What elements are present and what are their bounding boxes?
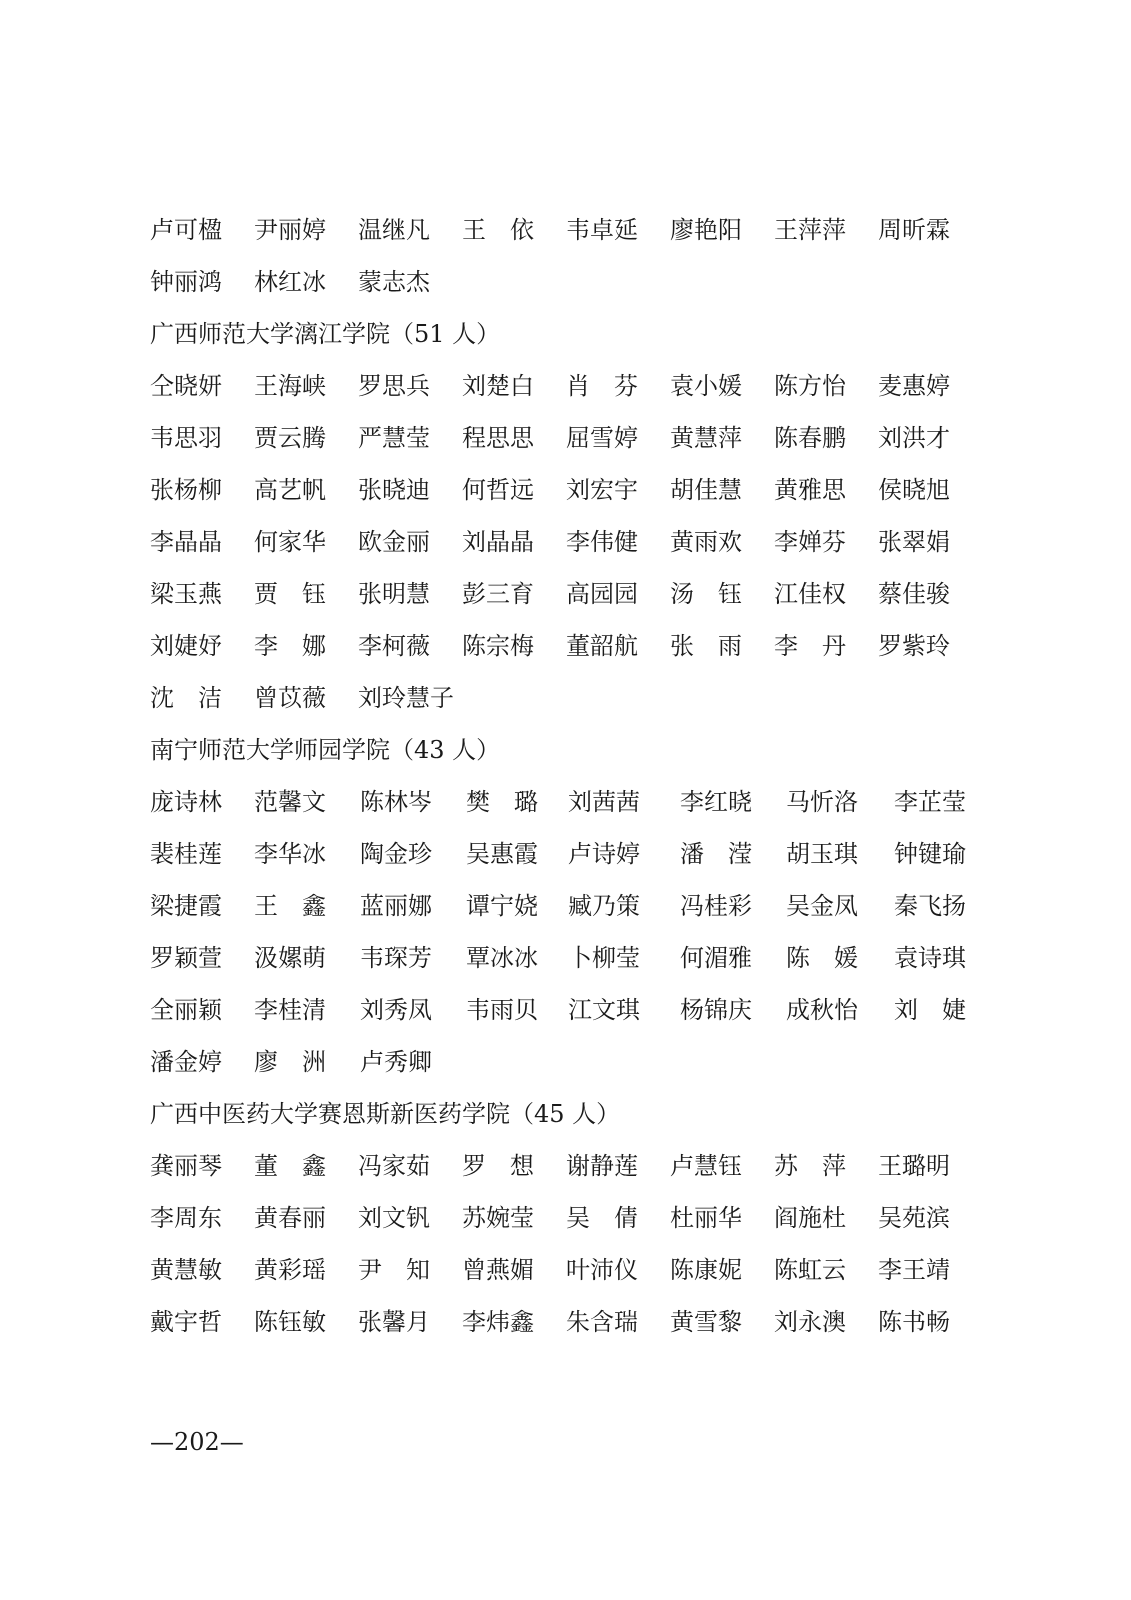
- person-name: 吴苑滨: [878, 1204, 950, 1232]
- person-name: 王萍萍: [774, 216, 846, 244]
- person-name: 梁玉燕: [150, 580, 222, 608]
- person-name: 臧乃策: [568, 892, 640, 920]
- person-name: 潘金婷: [150, 1048, 222, 1076]
- name-row: [150, 1192, 990, 1244]
- person-name: 李 丹: [774, 632, 846, 660]
- person-name: 阎施杜: [774, 1204, 846, 1232]
- person-name: 罗 想: [462, 1152, 534, 1180]
- person-name: 李芷莹: [894, 788, 966, 816]
- person-name: 刘宏宇: [566, 476, 638, 504]
- person-name: 李王靖: [878, 1256, 950, 1284]
- person-name: 刘楚白: [462, 372, 534, 400]
- name-row: [150, 1296, 990, 1348]
- person-name: 叶沛仪: [566, 1256, 638, 1284]
- person-name: 汲嫘萌: [254, 944, 326, 972]
- name-row: [150, 360, 990, 412]
- person-name: 裴桂莲: [150, 840, 222, 868]
- person-name: 吴金凤: [786, 892, 858, 920]
- person-name: 黄彩瑶: [254, 1256, 326, 1284]
- person-name: 王 鑫: [254, 892, 326, 920]
- person-name: 黄慧萍: [670, 424, 742, 452]
- person-name: 冯家茹: [358, 1152, 430, 1180]
- person-name: 陈书畅: [878, 1308, 950, 1336]
- name-row: [150, 568, 990, 620]
- person-name: 蓝丽娜: [360, 892, 432, 920]
- person-name: 王海峡: [254, 372, 326, 400]
- person-name: 李周东: [150, 1204, 222, 1232]
- person-name: 廖 洲: [254, 1048, 326, 1076]
- person-name: 成秋怡: [786, 996, 858, 1024]
- name-row: [150, 516, 990, 568]
- person-name: 黄雪黎: [670, 1308, 742, 1336]
- page-number: —202—: [150, 1428, 244, 1456]
- person-name: 廖艳阳: [670, 216, 742, 244]
- person-name: 何家华: [254, 528, 326, 556]
- person-name: 李晶晶: [150, 528, 222, 556]
- person-name: 黄春丽: [254, 1204, 326, 1232]
- person-name: 李伟健: [566, 528, 638, 556]
- person-name: 罗紫玲: [878, 632, 950, 660]
- person-name: 潘 滢: [680, 840, 752, 868]
- person-name: 罗思兵: [358, 372, 430, 400]
- name-row: [150, 828, 990, 880]
- person-name: 全丽颖: [150, 996, 222, 1024]
- person-name: 高艺帆: [254, 476, 326, 504]
- person-name: 李婵芬: [774, 528, 846, 556]
- person-name: 刘玲慧子: [358, 684, 454, 712]
- person-name: 黄慧敏: [150, 1256, 222, 1284]
- person-name: 马忻洛: [786, 788, 858, 816]
- person-name: 李柯薇: [358, 632, 430, 660]
- person-name: 肖 芬: [566, 372, 638, 400]
- person-name: 刘晶晶: [462, 528, 534, 556]
- person-name: 李华冰: [254, 840, 326, 868]
- name-row: [150, 776, 990, 828]
- person-name: 刘秀凤: [360, 996, 432, 1024]
- person-name: 王 依: [462, 216, 534, 244]
- person-name: 江文琪: [568, 996, 640, 1024]
- person-name: 何湄雅: [680, 944, 752, 972]
- person-name: 严慧莹: [358, 424, 430, 452]
- name-row: [150, 672, 990, 724]
- person-name: 彭三育: [462, 580, 534, 608]
- person-name: 杜丽华: [670, 1204, 742, 1232]
- person-name: 陈春鹏: [774, 424, 846, 452]
- person-name: 刘 婕: [894, 996, 966, 1024]
- person-name: 卢诗婷: [568, 840, 640, 868]
- person-name: 张翠娟: [878, 528, 950, 556]
- person-name: 高园园: [566, 580, 638, 608]
- person-name: 李 娜: [254, 632, 326, 660]
- person-name: 陈康妮: [670, 1256, 742, 1284]
- person-name: 屈雪婷: [566, 424, 638, 452]
- person-name: 卢秀卿: [360, 1048, 432, 1076]
- name-row: [150, 204, 990, 256]
- person-name: 沈 洁: [150, 684, 222, 712]
- name-row: [150, 932, 990, 984]
- name-row: [150, 412, 990, 464]
- person-name: 覃冰冰: [466, 944, 538, 972]
- person-name: 陶金珍: [360, 840, 432, 868]
- person-name: 董韶航: [566, 632, 638, 660]
- person-name: 蒙志杰: [358, 268, 430, 296]
- person-name: 曾苡薇: [254, 684, 326, 712]
- person-name: 张 雨: [670, 632, 742, 660]
- person-name: 刘文钒: [358, 1204, 430, 1232]
- person-name: 张明慧: [358, 580, 430, 608]
- person-name: 钟丽鸿: [150, 268, 222, 296]
- person-name: 杨锦庆: [680, 996, 752, 1024]
- person-name: 李红晓: [680, 788, 752, 816]
- person-name: 朱含瑞: [566, 1308, 638, 1336]
- person-name: 仝晓妍: [150, 372, 222, 400]
- person-name: 庞诗林: [150, 788, 222, 816]
- person-name: 袁诗琪: [894, 944, 966, 972]
- person-name: 曾燕媚: [462, 1256, 534, 1284]
- person-name: 陈 媛: [786, 944, 858, 972]
- person-name: 张馨月: [358, 1308, 430, 1336]
- person-name: 梁捷霞: [150, 892, 222, 920]
- person-name: 胡佳慧: [670, 476, 742, 504]
- person-name: 卜柳莹: [568, 944, 640, 972]
- person-name: 冯桂彩: [680, 892, 752, 920]
- person-name: 张晓迪: [358, 476, 430, 504]
- person-name: 贾云腾: [254, 424, 326, 452]
- person-name: 苏 萍: [774, 1152, 846, 1180]
- person-name: 韦卓延: [566, 216, 638, 244]
- person-name: 卢可楹: [150, 216, 222, 244]
- person-name: 陈钰敏: [254, 1308, 326, 1336]
- name-row: [150, 984, 990, 1036]
- person-name: 袁小媛: [670, 372, 742, 400]
- person-name: 范馨文: [254, 788, 326, 816]
- person-name: 林红冰: [254, 268, 326, 296]
- person-name: 韦琛芳: [360, 944, 432, 972]
- person-name: 周昕霖: [878, 216, 950, 244]
- person-name: 刘婕妤: [150, 632, 222, 660]
- person-name: 麦惠婷: [878, 372, 950, 400]
- person-name: 王璐明: [878, 1152, 950, 1180]
- person-name: 吴 倩: [566, 1204, 638, 1232]
- person-name: 黄雨欢: [670, 528, 742, 556]
- person-name: 戴宇哲: [150, 1308, 222, 1336]
- person-name: 欧金丽: [358, 528, 430, 556]
- section-heading: 广西中医药大学赛恩斯新医药学院（45 人）: [150, 1100, 621, 1128]
- person-name: 温继凡: [358, 216, 430, 244]
- name-row: [150, 256, 990, 308]
- person-name: 张杨柳: [150, 476, 222, 504]
- person-name: 刘洪才: [878, 424, 950, 452]
- person-name: 樊 璐: [466, 788, 538, 816]
- person-name: 汤 钰: [670, 580, 742, 608]
- person-name: 罗颖萱: [150, 944, 222, 972]
- name-row: [150, 464, 990, 516]
- person-name: 贾 钰: [254, 580, 326, 608]
- person-name: 江佳权: [774, 580, 846, 608]
- person-name: 黄雅思: [774, 476, 846, 504]
- name-row: [150, 1036, 990, 1088]
- section-heading: 广西师范大学漓江学院（51 人）: [150, 320, 501, 348]
- person-name: 刘永澳: [774, 1308, 846, 1336]
- name-row: [150, 620, 990, 672]
- person-name: 陈虹云: [774, 1256, 846, 1284]
- person-name: 尹 知: [358, 1256, 430, 1284]
- person-name: 程思思: [462, 424, 534, 452]
- person-name: 侯晓旭: [878, 476, 950, 504]
- name-row: [150, 1244, 990, 1296]
- person-name: 苏婉莹: [462, 1204, 534, 1232]
- person-name: 吴惠霞: [466, 840, 538, 868]
- person-name: 韦雨贝: [466, 996, 538, 1024]
- person-name: 刘茜茜: [568, 788, 640, 816]
- person-name: 尹丽婷: [254, 216, 326, 244]
- person-name: 韦思羽: [150, 424, 222, 452]
- person-name: 董 鑫: [254, 1152, 326, 1180]
- person-name: 谭宁娆: [466, 892, 538, 920]
- person-name: 陈方怡: [774, 372, 846, 400]
- name-row: [150, 1140, 990, 1192]
- person-name: 秦飞扬: [894, 892, 966, 920]
- person-name: 龚丽琴: [150, 1152, 222, 1180]
- section-heading: 南宁师范大学师园学院（43 人）: [150, 736, 501, 764]
- person-name: 蔡佳骏: [878, 580, 950, 608]
- person-name: 李炜鑫: [462, 1308, 534, 1336]
- person-name: 钟键瑜: [894, 840, 966, 868]
- person-name: 李桂清: [254, 996, 326, 1024]
- person-name: 陈宗梅: [462, 632, 534, 660]
- name-row: [150, 880, 990, 932]
- person-name: 谢静莲: [566, 1152, 638, 1180]
- person-name: 卢慧钰: [670, 1152, 742, 1180]
- person-name: 陈林岑: [360, 788, 432, 816]
- person-name: 何哲远: [462, 476, 534, 504]
- person-name: 胡玉琪: [786, 840, 858, 868]
